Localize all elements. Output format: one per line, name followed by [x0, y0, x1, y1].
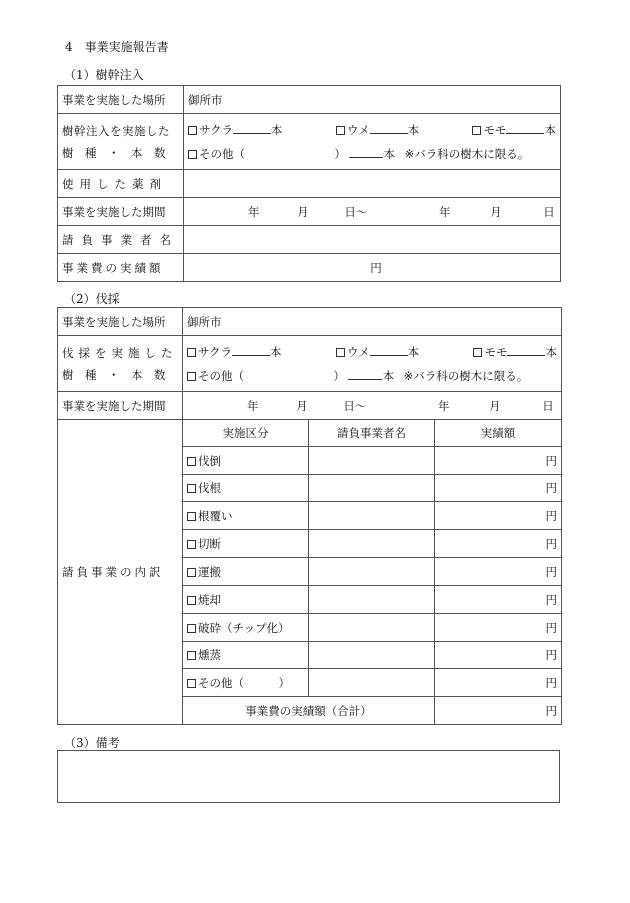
category-chipping[interactable]: 破砕（チップ化） — [183, 614, 309, 642]
sakura-option-2: サクラ 本 — [187, 344, 282, 360]
sakura-option: サクラ 本 — [188, 122, 283, 138]
checkbox-icon — [187, 484, 196, 493]
contractor-label: 請負事業者名 — [58, 226, 184, 254]
checkbox-icon — [187, 679, 196, 688]
place-value[interactable]: 御所市 — [184, 86, 561, 114]
momo-option: モモ 本 — [472, 122, 556, 138]
category-felling[interactable]: 伐倒 — [183, 447, 309, 475]
amount-cell[interactable]: 円 — [435, 475, 562, 502]
breakdown-label: 請負事業の内訳 — [58, 420, 183, 725]
amount-cell[interactable]: 円 — [435, 558, 562, 586]
period-label-2: 事業を実施した期間 — [58, 392, 183, 420]
felling-table — [57, 307, 562, 725]
category-stump[interactable]: 伐根 — [183, 475, 309, 502]
contractor-cell[interactable] — [309, 669, 435, 697]
total-amount[interactable]: 円 — [435, 697, 562, 725]
category-fumigation[interactable]: 燻蒸 — [183, 642, 309, 669]
contractor-cell[interactable] — [309, 475, 435, 502]
section3-title: （3）備考 — [64, 736, 120, 750]
checkbox-icon — [188, 126, 197, 135]
rosaceae-note: ※バラ科の樹木に限る。 — [404, 146, 530, 161]
momo-option-2: モモ 本 — [473, 344, 557, 360]
amount-cell[interactable]: 円 — [435, 669, 562, 697]
injection-table — [57, 85, 561, 282]
amount-cell[interactable]: 円 — [435, 530, 562, 558]
checkbox-icon — [472, 126, 481, 135]
category-root-cover[interactable]: 根覆い — [183, 502, 309, 530]
drug-label: 使用した薬剤 — [58, 170, 184, 198]
trees-label: 樹幹注入を実施した 樹 種 ・ 本 数 — [58, 114, 184, 170]
contractor-cell[interactable] — [309, 502, 435, 530]
checkbox-icon — [187, 457, 196, 466]
checkbox-icon — [187, 348, 196, 357]
contractor-cell[interactable] — [309, 530, 435, 558]
category-transport[interactable]: 運搬 — [183, 558, 309, 586]
amount-cell[interactable]: 円 — [435, 447, 562, 475]
period-label: 事業を実施した期間 — [58, 198, 184, 226]
checkbox-icon — [187, 624, 196, 633]
cost-field[interactable]: 円 — [184, 254, 561, 282]
drug-field[interactable] — [184, 170, 561, 198]
checkbox-icon — [336, 348, 345, 357]
category-other[interactable]: その他（ ） — [183, 669, 309, 697]
remarks-box[interactable] — [57, 750, 560, 803]
amount-cell[interactable]: 円 — [435, 614, 562, 642]
cost-label: 事業費の実績額 — [58, 254, 184, 282]
col-header-category: 実施区分 — [183, 420, 309, 447]
contractor-cell[interactable] — [309, 447, 435, 475]
col-header-amount: 実績額 — [435, 420, 562, 447]
trees-field-2[interactable]: サクラ 本 ウメ 本 モモ 本 その他（ ） 本 ※バラ科の樹木に限る。 — [183, 336, 562, 392]
period-field-2[interactable]: 年 月 日～ 年 月 日 — [183, 392, 562, 420]
page-heading: 4 事業実施報告書 — [65, 40, 169, 54]
contractor-cell[interactable] — [309, 614, 435, 642]
place-value-2[interactable]: 御所市 — [183, 308, 562, 336]
contractor-cell[interactable] — [309, 642, 435, 669]
checkbox-icon — [473, 348, 482, 357]
other-option-2: その他（ — [187, 369, 244, 383]
amount-cell[interactable]: 円 — [435, 502, 562, 530]
ume-option-2: ウメ 本 — [336, 344, 419, 360]
amount-cell[interactable]: 円 — [435, 586, 562, 614]
contractor-cell[interactable] — [309, 586, 435, 614]
section2-title: （2）伐採 — [64, 292, 120, 306]
trees-field[interactable]: サクラ 本 ウメ 本 モモ 本 その他（ ） 本 ※バラ科の樹木に限る。 — [184, 114, 561, 170]
checkbox-icon — [336, 126, 345, 135]
section1-title: （1）樹幹注入 — [64, 68, 144, 82]
col-header-contractor: 請負事業者名 — [309, 420, 435, 447]
category-cutting[interactable]: 切断 — [183, 530, 309, 558]
checkbox-icon — [187, 540, 196, 549]
place-label-2: 事業を実施した場所 — [58, 308, 183, 336]
trees-label-2: 伐採を実施した 樹 種 ・ 本 数 — [58, 336, 183, 392]
checkbox-icon — [187, 512, 196, 521]
ume-option: ウメ 本 — [336, 122, 419, 138]
other-option: その他（ — [188, 147, 245, 161]
amount-cell[interactable]: 円 — [435, 642, 562, 669]
checkbox-icon — [187, 651, 196, 660]
rosaceae-note-2: ※バラ科の樹木に限る。 — [403, 368, 529, 383]
period-field[interactable]: 年 月 日～ 年 月 日 — [184, 198, 561, 226]
category-incineration[interactable]: 焼却 — [183, 586, 309, 614]
checkbox-icon — [188, 150, 197, 159]
checkbox-icon — [187, 596, 196, 605]
checkbox-icon — [187, 568, 196, 577]
contractor-field[interactable] — [184, 226, 561, 254]
place-label: 事業を実施した場所 — [58, 86, 184, 114]
total-label: 事業費の実績額（合計） — [183, 697, 435, 725]
checkbox-icon — [187, 372, 196, 381]
contractor-cell[interactable] — [309, 558, 435, 586]
